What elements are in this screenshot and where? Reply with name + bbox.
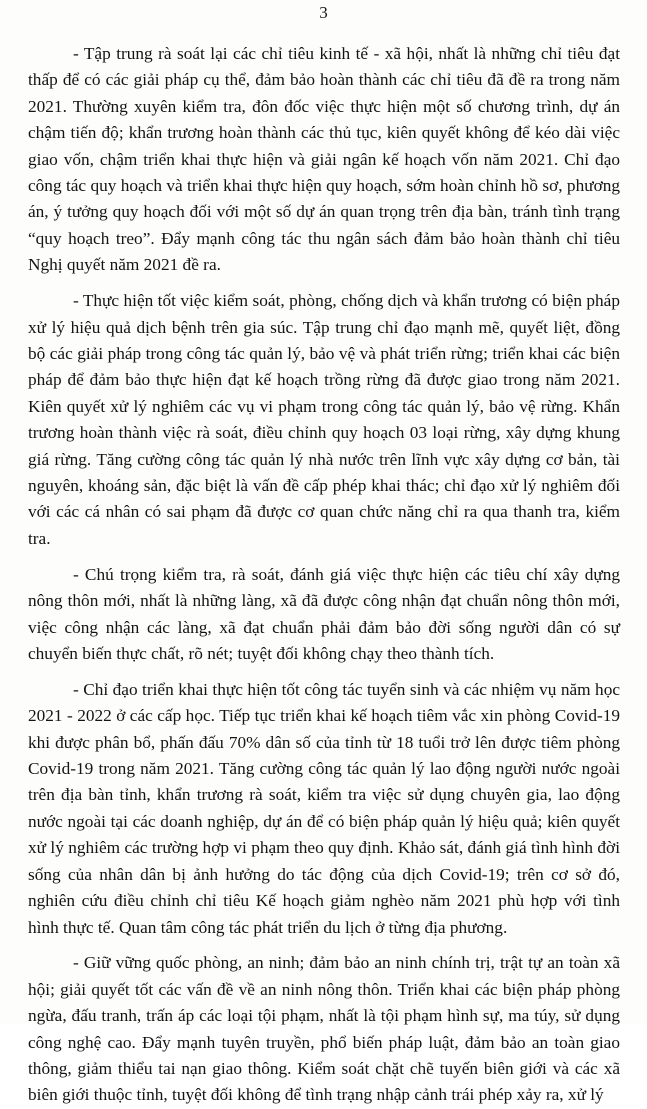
page-number: 3	[319, 3, 328, 22]
document-body	[28, 41, 620, 1109]
paragraph-agriculture-forestry: - Thực hiện tốt việc kiểm soát, phòng, chống dịch và khẩn trương có biện pháp xử lý hiệu quả dịch bệnh trên gia súc. Tập trung chỉ đạo mạnh mẽ, quyết liệt, đồng bộ các giải pháp trong công tác quản lý, bảo vệ và phát triển rừng; triển khai các biện pháp để đảm bảo thực hiện đạt kế hoạch trồng rừng đã được giao trong năm 2021. Kiên quyết xử lý nghiêm các vụ vi phạm trong công tác quản lý, bảo vệ rừng. Khẩn trương hoàn thành việc rà soát, điều chỉnh quy hoạch 03 loại rừng, xây dựng khung giá rừng. Tăng cường công tác quản lý nhà nước trên lĩnh vực xây dựng cơ bản, tài nguyên, khoáng sản, đặc biệt là vấn đề cấp phép khai thác; chỉ đạo xử lý nghiêm đối với các cá nhân có sai phạm đã được cơ quan chức năng chỉ ra qua thanh tra, kiểm tra.	[28, 291, 620, 548]
paragraph-new-rural: - Chú trọng kiểm tra, rà soát, đánh giá việc thực hiện các tiêu chí xây dựng nông thôn mới, nhất là những làng, xã đã được công nhận đạt chuẩn nông thôn mới, việc công nhận các làng, xã đạt chuẩn phải đảm bảo đời sống người dân có sự chuyển biến thực chất, rõ nét; tuyệt đối không chạy theo thành tích.	[28, 564, 620, 663]
paragraph-economy: - Tập trung rà soát lại các chỉ tiêu kinh tế - xã hội, nhất là những chỉ tiêu đạt thấp để có các giải pháp cụ thể, đảm bảo hoàn thành các chỉ tiêu đã đề ra trong năm 2021. Thường xuyên kiểm tra, đôn đốc việc thực hiện một số chương trình, dự án chậm tiến độ; khẩn trương hoàn thành các thủ tục, kiên quyết không để kéo dài việc giao vốn, chậm triển khai thực hiện và giải ngân kế hoạch vốn năm 2021. Chỉ đạo công tác quy hoạch và triển khai thực hiện quy hoạch, sớm hoàn chỉnh hồ sơ, phương án, ý tưởng quy hoạch đối với một số dự án quan trọng trên địa bàn, tránh tình trạng “quy hoạch treo”. Đẩy mạnh công tác thu ngân sách đảm bảo hoàn thành chỉ tiêu Nghị quyết năm 2021 đề ra.	[28, 44, 620, 275]
paragraph-education-health: - Chỉ đạo triển khai thực hiện tốt công tác tuyển sinh và các nhiệm vụ năm học 2021 - 2022 ở các cấp học. Tiếp tục triển khai kế hoạch tiêm vắc xin phòng Covid-19 khi được phân bổ, phấn đấu 70% dân số của tỉnh từ 18 tuổi trở lên được tiêm phòng Covid-19 trong năm 2021. Tăng cường công tác quản lý lao động người nước ngoài trên địa bàn tỉnh, khẩn trương rà soát, kiểm tra việc sử dụng chuyên gia, lao động nước ngoài tại các doanh nghiệp, dự án để có biện pháp quản lý hiệu quả; kiên quyết xử lý nghiêm các trường hợp vi phạm theo quy định. Khảo sát, đánh giá tình hình đời sống của nhân dân bị ảnh hưởng do tác động của dịch Covid-19; trên cơ sở đó, nghiên cứu điều chỉnh chỉ tiêu Kế hoạch giảm nghèo năm 2021 phù hợp với tình hình thực tế. Quan tâm công tác phát triển du lịch ở từng địa phương.	[28, 679, 620, 937]
paragraph-defense-security: - Giữ vững quốc phòng, an ninh; đảm bảo an ninh chính trị, trật tự an toàn xã hội; giải quyết tốt các vấn đề về an ninh nông thôn. Triển khai các biện pháp phòng ngừa, đấu tranh, trấn áp các loại tội phạm, nhất là tội phạm hình sự, ma túy, sử dụng công nghệ cao. Đẩy mạnh tuyên truyền, phổ biến pháp luật, đảm bảo an toàn giao thông, giảm thiểu tai nạn giao thông. Kiểm soát chặt chẽ tuyến biên giới và các xã biên giới thuộc tỉnh, tuyệt đối không để tình trạng nhập cảnh trái phép xảy ra, xử lý	[28, 953, 620, 1105]
